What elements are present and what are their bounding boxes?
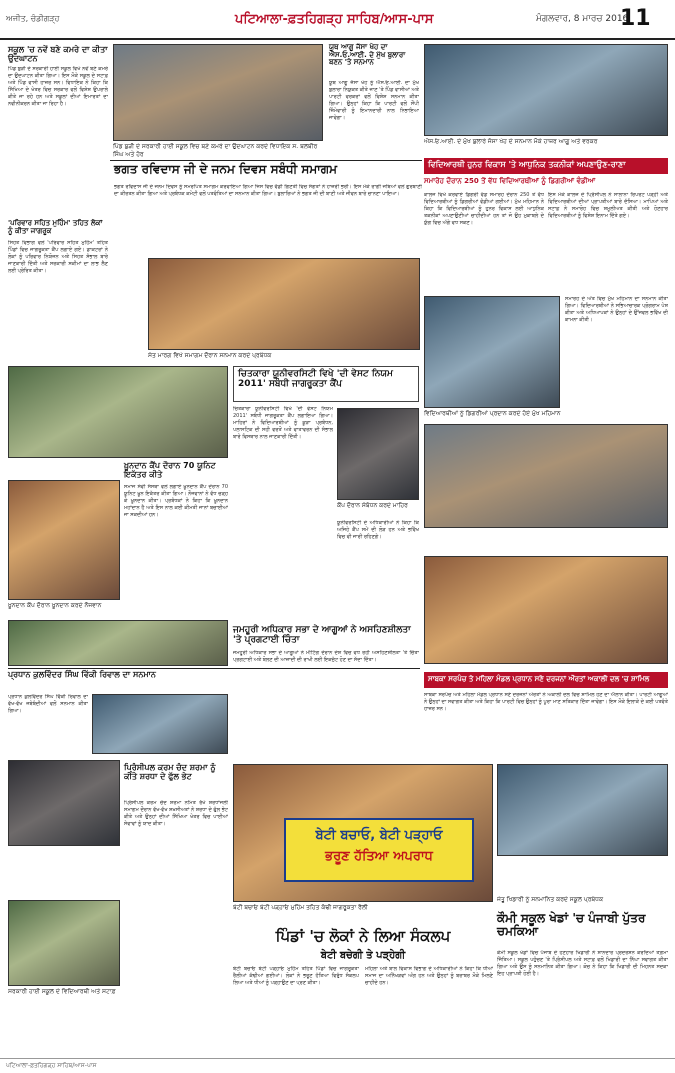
ravidas-event-caption: ਸੰਤ ਮਾਰਗ ਵਿਖੇ ਸਮਾਗਮ ਦੌਰਾਨ ਸਨਮਾਨ ਕਰਦੇ ਪ੍ਰਬੰਧਕ bbox=[148, 352, 272, 359]
chitkara-caption: ਕੈਂਪ ਦੌਰਾਨ ਸੰਬੋਧਨ ਕਰਦੇ ਮਾਹਿਰ bbox=[337, 502, 408, 509]
article-skills-body-col2: ਇਸ ਮੌਕੇ ਕਾਲਜ ਦੇ ਪ੍ਰਿੰਸੀਪਲ ਨੇ ਸਾਲਾਨਾ ਰਿਪੋਰਟ ਪੜ੍ਹੀ ਅਤੇ ਵਿਦਿਆਰਥੀਆਂ ਦੀਆਂ ਪ੍ਰਾਪਤੀਆਂ ਬਾਰੇ ਦੱਸਿਆ। ਮਾਪਿਆਂ ਅਤੇ ਸਟਾਫ਼ ਨੇ ਸਮਾਰੋਹ ਵਿਚ ਸ਼ਮੂਲੀਅਤ ਕੀਤੀ ਅਤੇ ਹੋਣਹਾਰ ਵਿਦਿਆਰਥੀਆਂ ਨੂੰ ਵਿਸ਼ੇਸ਼ ਇਨਾਮ ਦਿੱਤੇ ਗਏ। bbox=[548, 192, 668, 219]
article-pledge-body: ਬੇਟੀ ਬਚਾਓ ਬੇਟੀ ਪੜ੍ਹਾਓ ਮੁਹਿੰਮ ਤਹਿਤ ਪਿੰਡਾਂ ਵਿਚ ਜਾਗਰੂਕਤਾ ਰੈਲੀਆਂ ਕੱਢੀਆਂ ਗਈਆਂ। ਲੋਕਾਂ ਨੇ ਭਰੂਣ ਹੱਤਿਆ ਵਿਰੁੱਧ ਸੰਕਲਪ ਲਿਆ ਅਤੇ ਧੀਆਂ ਨੂੰ ਪੜ੍ਹਾਉਣ ਦਾ ਪ੍ਰਣ ਕੀਤਾ। bbox=[233, 966, 359, 986]
article-pledge-body-col2: ਮਹਿਲਾ ਅਤੇ ਬਾਲ ਵਿਕਾਸ ਵਿਭਾਗ ਦੇ ਅਧਿਕਾਰੀਆਂ ਨੇ ਕਿਹਾ ਕਿ ਧੀਆਂ ਸਮਾਜ ਦਾ ਅਨਿੱਖੜਵਾਂ ਅੰਗ ਹਨ ਅਤੇ ਉਨ੍ਹਾਂ ਨੂੰ ਬਰਾਬਰ ਮੌਕੇ ਮਿਲਣੇ ਚਾਹੀਦੇ ਹਨ। bbox=[365, 966, 493, 986]
youth-leader-photo bbox=[424, 44, 668, 136]
article-democratic-rights-body: ਜਮਹੂਰੀ ਅਧਿਕਾਰ ਸਭਾ ਦੇ ਆਗੂਆਂ ਨੇ ਮੀਟਿੰਗ ਦੌਰਾਨ ਦੇਸ਼ ਵਿਚ ਵਧ ਰਹੀ ਅਸਹਿਣਸ਼ੀਲਤਾ 'ਤੇ ਚਿੰਤਾ ਪ੍ਰਗਟਾਈ ਅਤੇ ਬੋਲਣ ਦੀ ਆਜ਼ਾਦੀ ਦੀ ਰਾਖੀ ਲਈ ਇਕਜੁੱਟ ਹੋਣ ਦਾ ਸੱਦਾ ਦਿੱਤਾ। bbox=[233, 650, 419, 663]
article-women-join-body: ਸਾਬਕਾ ਸਰਪੰਚ ਅਤੇ ਮਹਿਲਾ ਮੰਡਲ ਪ੍ਰਧਾਨ ਸਣੇ ਦਰਜਨਾਂ ਔਰਤਾਂ ਨੇ ਅਕਾਲੀ ਦਲ ਵਿਚ ਸ਼ਾਮਿਲ ਹੋਣ ਦਾ ਐਲਾਨ ਕੀਤਾ। ਪਾਰਟੀ ਆਗੂਆਂ ਨੇ ਉਨ੍ਹਾਂ ਦਾ ਸਵਾਗਤ ਕੀਤਾ ਅਤੇ ਕਿਹਾ ਕਿ ਪਾਰਟੀ ਵਿਚ ਉਨ੍ਹਾਂ ਨੂੰ ਪੂਰਾ ਮਾਣ ਸਤਿਕਾਰ ਦਿੱਤਾ ਜਾਵੇਗਾ। ਇਸ ਮੌਕੇ ਇਲਾਕੇ ਦੇ ਕਈ ਪਤਵੰਤੇ ਹਾਜ਼ਰ ਸਨ। bbox=[424, 692, 668, 712]
article-youth-leader-headline: ਯੂਥ ਆਗੂ ਜੱਸਾ ਖੇਹ ਦਾ ਐਸ.ਓ.ਆਈ. ਦੇ ਮੁੱਖ ਬੁਲਾਰਾ ਬਣਨ 'ਤੇ ਸਨਮਾਨ bbox=[329, 43, 406, 67]
article-blood-camp-headline: ਖ਼ੂਨਦਾਨ ਕੈਂਪ ਦੌਰਾਨ 70 ਯੂਨਿਟ ਇਕੱਤਰ ਕੀਤੇ bbox=[124, 461, 216, 479]
page-header bbox=[0, 0, 675, 40]
beti-bachao-banner bbox=[284, 818, 474, 882]
article-skills-body-col3: ਸਮਾਰੋਹ ਦੇ ਅੰਤ ਵਿਚ ਮੁੱਖ ਮਹਿਮਾਨ ਦਾ ਸਨਮਾਨ ਕੀਤਾ ਗਿਆ। ਵਿਦਿਆਰਥੀਆਂ ਨੇ ਸਭਿਆਚਾਰਕ ਪ੍ਰੋਗਰਾਮ ਪੇਸ਼ ਕੀਤਾ ਅਤੇ ਅਧਿਆਪਕਾਂ ਨੇ ਉਨ੍ਹਾਂ ਦੇ ਉੱਜਵਲ ਭਵਿੱਖ ਦੀ ਕਾਮਨਾ ਕੀਤੀ। bbox=[565, 296, 668, 323]
article-pledge-headline: ਪਿੰਡਾਂ 'ਚ ਲੋਕਾਂ ਨੇ ਲਿਆ ਸੰਕਲਪ bbox=[275, 927, 451, 945]
article-ravidas-headline: ਭਗਤ ਰਵਿਦਾਸ ਜੀ ਦੇ ਜਨਮ ਦਿਵਸ ਸਬੰਧੀ ਸਮਾਗਮ bbox=[114, 162, 337, 176]
article-skills-subheadline: ਸਮਾਰੋਹ ਦੌਰਾਨ 250 ਤੋਂ ਵੱਧ ਵਿਦਿਆਰਥੀਆਂ ਨੂੰ ਡਿਗਰੀਆਂ ਵੰਡੀਆਂ bbox=[424, 177, 596, 185]
banner-line-1: ਬੇਟੀ ਬਚਾਓ, ਬੇਟੀ ਪੜ੍ਹਾਓ bbox=[315, 828, 443, 843]
article-vicky-rewal-headline: ਪ੍ਰਧਾਨ ਕੁਲਵਿੰਦਰ ਸਿੰਘ ਵਿੱਕੀ ਰਿਵਾਲ ਦਾ ਸਨਮਾਨ bbox=[8, 670, 156, 679]
youth-leader-caption: ਐਸ.ਓ.ਆਈ. ਦੇ ਮੁੱਖ ਬੁਲਾਰੇ ਜੱਸਾ ਖੇਹ ਦੇ ਸਨਮਾਨ ਮੌਕੇ ਹਾਜ਼ਰ ਆਗੂ ਅਤੇ ਵਰਕਰ bbox=[424, 138, 598, 145]
article-family-campaign-headline: 'ਪਰਿਵਾਰ ਸਹਿਤ ਮੁਹਿੰਮ' ਤਹਿਤ ਲੋਕਾਂ ਨੂੰ ਕੀਤਾ ਜਾਗਰੂਕ bbox=[8, 219, 103, 235]
article-skills-headline: ਵਿਦਿਆਰਥੀ ਹੁਨਰ ਵਿਕਾਸ 'ਤੇ ਆਧੁਨਿਕ ਤਕਨੀਕਾਂ ਅਪਣਾਉਣ-ਰਾਣਾ bbox=[424, 158, 668, 174]
article-sports-body: ਕੌਮੀ ਸਕੂਲ ਖੇਡਾਂ ਵਿਚ ਪੰਜਾਬ ਦੇ ਹੋਣਹਾਰ ਖਿਡਾਰੀ ਨੇ ਸ਼ਾਨਦਾਰ ਪ੍ਰਦਰਸ਼ਨ ਕਰਦਿਆਂ ਤਗ਼ਮਾ ਜਿੱਤਿਆ। ਸਕੂਲ ਪਹੁੰਚਣ 'ਤੇ ਪ੍ਰਿੰਸੀਪਲ ਅਤੇ ਸਟਾਫ਼ ਵਲੋਂ ਖਿਡਾਰੀ ਦਾ ਨਿੱਘਾ ਸਵਾਗਤ ਕੀਤਾ ਗਿਆ ਅਤੇ ਉਸ ਨੂੰ ਸਨਮਾਨਿਤ ਕੀਤਾ ਗਿਆ। ਕੋਚ ਨੇ ਕਿਹਾ ਕਿ ਖਿਡਾਰੀ ਦੀ ਮਿਹਨਤ ਸਦਕਾ ਇਹ ਪ੍ਰਾਪਤੀ ਹੋਈ ਹੈ। bbox=[497, 950, 668, 977]
vicky-rewal-photo bbox=[92, 694, 228, 754]
school-students-photo bbox=[8, 900, 120, 986]
article-principal-headline: ਪ੍ਰਿੰਸੀਪਲ ਕਰਮ ਚੰਦ ਸ਼ਰਮਾ ਨੂੰ ਕੀਤੇ ਸ਼ਰਧਾ ਦੇ ਫੁੱਲ ਭੇਟ bbox=[124, 763, 216, 781]
convocation-caption: ਵਿਦਿਆਰਥੀਆਂ ਨੂੰ ਡਿਗਰੀਆਂ ਪ੍ਰਦਾਨ ਕਰਦੇ ਹੋਏ ਮੁੱਖ ਮਹਿਮਾਨ bbox=[424, 410, 561, 417]
article-school-room-headline: ਸਕੂਲ 'ਚ ਨਵੇਂ ਬਣੇ ਕਮਰੇ ਦਾ ਕੀਤਾ ਉਦਘਾਟਨ bbox=[8, 45, 108, 63]
family-campaign-photo bbox=[8, 366, 228, 458]
publication-date: ਮੰਗਲਵਾਰ, 8 ਮਾਰਚ 2016 bbox=[536, 14, 629, 24]
sports-winner-caption: ਜੇਤੂ ਖਿਡਾਰੀ ਨੂੰ ਸਨਮਾਨਿਤ ਕਰਦੇ ਸਕੂਲ ਪ੍ਰਬੰਧਕ bbox=[497, 896, 604, 903]
article-youth-leader-body: ਯੂਥ ਆਗੂ ਜੱਸਾ ਖੇਹ ਨੂੰ ਐਸ.ਓ.ਆਈ. ਦਾ ਮੁੱਖ ਬੁਲਾਰਾ ਨਿਯੁਕਤ ਕੀਤੇ ਜਾਣ 'ਤੇ ਪਿੰਡ ਵਾਸੀਆਂ ਅਤੇ ਪਾਰਟੀ ਵਰਕਰਾਂ ਵਲੋਂ ਵਿਸ਼ੇਸ਼ ਸਨਮਾਨ ਕੀਤਾ ਗਿਆ। ਉਨ੍ਹਾਂ ਕਿਹਾ ਕਿ ਪਾਰਟੀ ਵਲੋਂ ਸੌਂਪੀ ਜ਼ਿੰਮੇਵਾਰੀ ਨੂੰ ਇਮਾਨਦਾਰੀ ਨਾਲ ਨਿਭਾਇਆ ਜਾਵੇਗਾ। bbox=[329, 80, 419, 121]
honor-ceremony-photo bbox=[8, 620, 228, 666]
blood-camp-caption: ਖ਼ੂਨਦਾਨ ਕੈਂਪ ਦੌਰਾਨ ਖ਼ੂਨਦਾਨ ਕਰਦੇ ਨੌਜਵਾਨ bbox=[8, 602, 102, 609]
article-chitkara-headline: ਚਿਤਕਾਰਾ ਯੂਨੀਵਰਸਿਟੀ ਵਿਖੇ 'ਦੀ ਵੇਸਟ ਨਿਯਮ 2011' ਸਬੰਧੀ ਜਾਗਰੂਕਤਾ ਕੈਂਪ bbox=[238, 369, 393, 389]
school-room-caption: ਪਿੰਡ ਬੁੜੀ ਦੇ ਸਰਕਾਰੀ ਹਾਈ ਸਕੂਲ ਵਿਚ ਬਣੇ ਕਮਰੇ ਦਾ ਉਦਘਾਟਨ ਕਰਦੇ ਵਿਧਾਇਕ ਸ. ਬਲਬੀਰ ਸਿੰਘ ਅਤੇ ਹੋਰ bbox=[113, 143, 318, 158]
article-women-join-headline: ਸਾਬਕਾ ਸਰਪੰਚ ਤੇ ਮਹਿਲਾ ਮੰਡਲ ਪ੍ਰਧਾਨ ਸਣੇ ਦਰਜਨਾਂ ਔਰਤਾਂ ਅਕਾਲੀ ਦਲ 'ਚ ਸ਼ਾਮਿਲ bbox=[424, 672, 668, 688]
ravidas-event-photo bbox=[148, 258, 420, 350]
divider bbox=[110, 160, 422, 161]
article-skills-body: ਕਾਲਜ ਵਿਖੇ ਕਰਵਾਏ ਡਿਗਰੀ ਵੰਡ ਸਮਾਰੋਹ ਦੌਰਾਨ 250 ਤੋਂ ਵੱਧ ਵਿਦਿਆਰਥੀਆਂ ਨੂੰ ਡਿਗਰੀਆਂ ਵੰਡੀਆਂ ਗਈਆਂ। ਮੁੱਖ ਮਹਿਮਾਨ ਨੇ ਕਿਹਾ ਕਿ ਵਿਦਿਆਰਥੀਆਂ ਨੂੰ ਹੁਨਰ ਵਿਕਾਸ ਲਈ ਆਧੁਨਿਕ ਤਕਨੀਕਾਂ ਅਪਣਾਉਣੀਆਂ ਚਾਹੀਦੀਆਂ ਹਨ ਤਾਂ ਜੋ ਉਹ ਮੁਕਾਬਲੇ ਦੇ ਯੁੱਗ ਵਿਚ ਅੱਗੇ ਵਧ ਸਕਣ। bbox=[424, 192, 544, 226]
women-ceremony-photo bbox=[424, 556, 668, 664]
article-ravidas-body: ਭਗਤ ਰਵਿਦਾਸ ਜੀ ਦੇ ਜਨਮ ਦਿਵਸ ਨੂੰ ਸਮਰਪਿਤ ਸਮਾਗਮ ਕਰਵਾਇਆ ਗਿਆ ਜਿਸ ਵਿਚ ਵੱਡੀ ਗਿਣਤੀ ਵਿਚ ਸੰਗਤਾਂ ਨੇ ਹਾਜ਼ਰੀ ਭਰੀ। ਇਸ ਮੌਕੇ ਰਾਗੀ ਜਥਿਆਂ ਵਲੋਂ ਗੁਰਬਾਣੀ ਦਾ ਕੀਰਤਨ ਕੀਤਾ ਗਿਆ ਅਤੇ ਪ੍ਰਬੰਧਕ ਕਮੇਟੀ ਵਲੋਂ ਪਤਵੰਤਿਆਂ ਦਾ ਸਨਮਾਨ ਕੀਤਾ ਗਿਆ। ਬੁਲਾਰਿਆਂ ਨੇ ਭਗਤ ਜੀ ਦੀ ਬਾਣੀ ਅਤੇ ਜੀਵਨ ਬਾਰੇ ਚਾਨਣਾ ਪਾਇਆ। bbox=[114, 184, 422, 197]
school-students-caption: ਸਰਕਾਰੀ ਹਾਈ ਸਕੂਲ ਦੇ ਵਿਦਿਆਰਥੀ ਅਤੇ ਸਟਾਫ਼ bbox=[8, 988, 116, 995]
edition-location: ਅਜੀਤ, ਚੰਡੀਗੜ੍ਹ bbox=[6, 14, 60, 23]
sports-winner-photo bbox=[497, 764, 668, 856]
section-title: ਪਟਿਆਲਾ-ਫ਼ਤਹਿਗੜ੍ਹ ਸਾਹਿਬ/ਆਸ-ਪਾਸ bbox=[235, 12, 434, 27]
article-pledge-subheadline: ਬੇਟੀ ਬਚੇਗੀ ਤੇ ਪੜ੍ਹੇਗੀ bbox=[320, 950, 406, 961]
article-chitkara-body: ਚਿਤਕਾਰਾ ਯੂਨੀਵਰਸਿਟੀ ਵਿਖੇ 'ਦੀ ਵੇਸਟ ਨਿਯਮ 2011' ਸਬੰਧੀ ਜਾਗਰੂਕਤਾ ਕੈਂਪ ਲਗਾਇਆ ਗਿਆ। ਮਾਹਿਰਾਂ ਨੇ ਵਿਦਿਆਰਥੀਆਂ ਨੂੰ ਕੂੜਾ ਪ੍ਰਬੰਧਨ, ਪਲਾਸਟਿਕ ਦੀ ਸਹੀ ਵਰਤੋਂ ਅਤੇ ਵਾਤਾਵਰਨ ਦੀ ਸੰਭਾਲ ਬਾਰੇ ਵਿਸਥਾਰ ਨਾਲ ਜਾਣਕਾਰੀ ਦਿੱਤੀ। bbox=[233, 406, 333, 440]
banner-line-2: ਭਰੂਣ ਹੱਤਿਆ ਅਪਰਾਧ bbox=[325, 849, 433, 864]
convocation-photo bbox=[424, 296, 560, 408]
school-room-photo bbox=[113, 44, 323, 141]
article-chitkara-body-col2: ਯੂਨੀਵਰਸਿਟੀ ਦੇ ਅਧਿਕਾਰੀਆਂ ਨੇ ਕਿਹਾ ਕਿ ਅਜਿਹੇ ਕੈਂਪ ਸਮੇਂ ਦੀ ਲੋੜ ਹਨ ਅਤੇ ਭਵਿੱਖ ਵਿਚ ਵੀ ਜਾਰੀ ਰਹਿਣਗੇ। bbox=[337, 520, 419, 540]
article-school-room-body: ਪਿੰਡ ਬੁੜੀ ਦੇ ਸਰਕਾਰੀ ਹਾਈ ਸਕੂਲ ਵਿਖੇ ਨਵੇਂ ਬਣੇ ਕਮਰੇ ਦਾ ਉਦਘਾਟਨ ਕੀਤਾ ਗਿਆ। ਇਸ ਮੌਕੇ ਸਕੂਲ ਦੇ ਸਟਾਫ਼ ਅਤੇ ਪਿੰਡ ਵਾਸੀ ਹਾਜ਼ਰ ਸਨ। ਵਿਧਾਇਕ ਨੇ ਕਿਹਾ ਕਿ ਸਿੱਖਿਆ ਦੇ ਖੇਤਰ ਵਿਚ ਸਰਕਾਰ ਵਲੋਂ ਵਿਸ਼ੇਸ਼ ਉਪਰਾਲੇ ਕੀਤੇ ਜਾ ਰਹੇ ਹਨ ਅਤੇ ਸਕੂਲਾਂ ਦੀਆਂ ਇਮਾਰਤਾਂ ਦਾ ਨਵੀਨੀਕਰਨ ਕੀਤਾ ਜਾ ਰਿਹਾ ਹੈ। bbox=[8, 66, 108, 107]
article-principal-body: ਪ੍ਰਿੰਸੀਪਲ ਕਰਮ ਚੰਦ ਸ਼ਰਮਾ ਨਮਿਤ ਰੱਖੇ ਸ਼ਰਧਾਂਜਲੀ ਸਮਾਗਮ ਦੌਰਾਨ ਵੱਖ-ਵੱਖ ਸ਼ਖ਼ਸੀਅਤਾਂ ਨੇ ਸ਼ਰਧਾ ਦੇ ਫੁੱਲ ਭੇਟ ਕੀਤੇ ਅਤੇ ਉਨ੍ਹਾਂ ਦੀਆਂ ਸਿੱਖਿਆ ਖੇਤਰ ਵਿਚ ਪਾਈਆਂ ਸੇਵਾਵਾਂ ਨੂੰ ਯਾਦ ਕੀਤਾ। bbox=[124, 800, 228, 827]
rally-caption: ਬੇਟੀ ਬਚਾਓ ਬੇਟੀ ਪੜ੍ਹਾਓ ਮੁਹਿੰਮ ਤਹਿਤ ਕੱਢੀ ਜਾਗਰੂਕਤਾ ਰੈਲੀ bbox=[233, 904, 368, 911]
page-number: 11 bbox=[620, 6, 651, 31]
chitkara-speaker-photo bbox=[337, 408, 419, 500]
article-vicky-rewal-body: ਪ੍ਰਧਾਨ ਕੁਲਵਿੰਦਰ ਸਿੰਘ ਵਿੱਕੀ ਰਿਵਾਲ ਦਾ ਵੱਖ-ਵੱਖ ਜਥੇਬੰਦੀਆਂ ਵਲੋਂ ਸਨਮਾਨ ਕੀਤਾ ਗਿਆ। bbox=[8, 694, 88, 714]
page-footer: ਪਟਿਆਲਾ-ਫ਼ਤਹਿਗੜ੍ਹ ਸਾਹਿਬ/ਆਸ-ਪਾਸ bbox=[0, 1058, 675, 1073]
blood-camp-photo bbox=[8, 480, 120, 600]
article-blood-camp-body: ਸਮਾਜ ਸੇਵੀ ਸੰਸਥਾ ਵਲੋਂ ਲਗਾਏ ਖ਼ੂਨਦਾਨ ਕੈਂਪ ਦੌਰਾਨ 70 ਯੂਨਿਟ ਖ਼ੂਨ ਇਕੱਤਰ ਕੀਤਾ ਗਿਆ। ਨੌਜਵਾਨਾਂ ਨੇ ਵੱਧ ਚੜ੍ਹ ਕੇ ਖ਼ੂਨਦਾਨ ਕੀਤਾ। ਪ੍ਰਬੰਧਕਾਂ ਨੇ ਕਿਹਾ ਕਿ ਖ਼ੂਨਦਾਨ ਮਹਾਂਦਾਨ ਹੈ ਅਤੇ ਇਸ ਨਾਲ ਕਈ ਕੀਮਤੀ ਜਾਨਾਂ ਬਚਾਈਆਂ ਜਾ ਸਕਦੀਆਂ ਹਨ। bbox=[124, 484, 228, 518]
article-democratic-rights-headline: ਜਮਹੂਰੀ ਅਧਿਕਾਰ ਸਭਾ ਦੇ ਆਗੂਆਂ ਨੇ ਅਸਹਿਣਸ਼ੀਲਤਾ 'ਤੇ ਪ੍ਰਗਟਾਈ ਚਿੰਤਾ bbox=[233, 625, 411, 645]
students-group-photo bbox=[424, 424, 668, 528]
article-sports-headline: ਕੌਮੀ ਸਕੂਲ ਖੇਡਾਂ 'ਚ ਪੰਜਾਬੀ ਪੁੱਤਰ ਚਮਕਿਆ bbox=[497, 911, 646, 939]
principal-tribute-photo bbox=[8, 760, 120, 846]
article-family-campaign-body: ਸਿਹਤ ਵਿਭਾਗ ਵਲੋਂ 'ਪਰਿਵਾਰ ਸਹਿਤ ਮੁਹਿੰਮ' ਤਹਿਤ ਪਿੰਡਾਂ ਵਿਚ ਜਾਗਰੂਕਤਾ ਕੈਂਪ ਲਗਾਏ ਗਏ। ਡਾਕਟਰਾਂ ਨੇ ਲੋਕਾਂ ਨੂੰ ਪਰਿਵਾਰ ਨਿਯੋਜਨ ਅਤੇ ਸਿਹਤ ਸੰਭਾਲ ਬਾਰੇ ਜਾਣਕਾਰੀ ਦਿੱਤੀ ਅਤੇ ਸਰਕਾਰੀ ਸਕੀਮਾਂ ਦਾ ਲਾਭ ਲੈਣ ਲਈ ਪ੍ਰੇਰਿਤ ਕੀਤਾ। bbox=[8, 240, 108, 274]
